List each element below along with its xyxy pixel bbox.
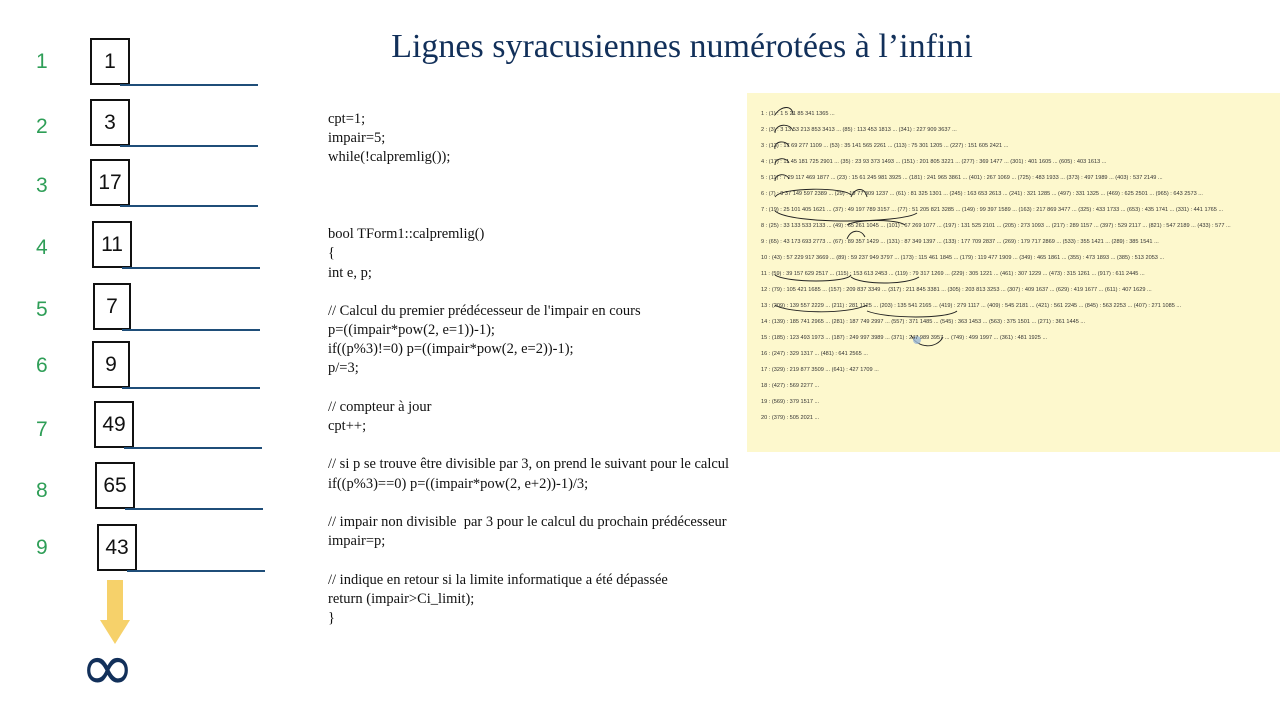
syracuse-line-text: 15 : (185) : 123 493 1973 ... (187) : 249 997 3989 ... (371) : 247 989 3957 ... (749) : 499 1997 ... (361) : 481 1925 ... [761, 335, 1048, 341]
infinity-symbol: ∞ [80, 629, 135, 706]
row-value-box: 43 [97, 524, 137, 571]
row-rule [122, 267, 260, 269]
syracuse-line-text: 7 : (19) : 25 101 405 1621 ... (37) : 49 197 789 3157 ... (77) : 51 205 821 3285 ... (149) : 99 397 1589 ... (163) : 217 869 3477 ... (325) : 433 1733 ... (653) : 435 1741 ... (331) : 441 1765 ... [761, 207, 1224, 213]
row-value-box: 1 [90, 38, 130, 85]
syracuse-line-text: 18 : (427) : 569 2277 ... [761, 383, 820, 389]
syracuse-line-text: 20 : (379) : 505 2021 ... [761, 415, 820, 421]
slide-title: Lignes syracusiennes numérotées à l’infini [391, 28, 973, 65]
code-line: // compteur à jour [328, 398, 432, 415]
row-index: 5 [36, 298, 48, 321]
code-line [328, 494, 808, 513]
row-value-box: 11 [92, 221, 132, 268]
code-line: if((p%3)!=0) p=((impair*pow(2, e=2))-1); [328, 341, 574, 358]
code-line: // indique en retour si la limite informatique a été dépassée [328, 571, 668, 588]
syracuse-line-text: 2 : (3) : 3 13 53 213 853 3413 ... (85) : 113 453 1813 ... (341) : 227 909 3637 ... [761, 127, 957, 133]
syracuse-line-text: 3 : (13) : 17 69 277 1109 ... (53) : 35 141 565 2261 ... (113) : 75 301 1205 ... (227) : 151 605 2421 ... [761, 143, 1009, 149]
row-value-box: 49 [94, 401, 134, 448]
syracuse-line-text: 6 : (7) : 9 37 149 597 2389 ... (29) : 19 77 309 1237 ... (61) : 81 325 1301 ... (245) : 163 653 2613 ... (241) : 321 1285 ... (497) : 331 1325 ... (469) : 625 2501 ... (965) : 643 2573 ... [761, 191, 1203, 197]
syracuse-line-text: 4 : (17) : 11 45 181 725 2901 ... (35) : 23 93 373 1493 ... (151) : 201 805 3221 ... (277) : 369 1477 ... (301) : 401 1605 ... (605) : 403 1613 ... [761, 159, 1107, 165]
row-index: 9 [36, 536, 48, 559]
code-line [328, 283, 808, 302]
code-line: // si p se trouve être divisible par 3, on prend le suivant pour le calcul [328, 456, 730, 473]
syracuse-line-text: 13 : (209) : 139 557 2229 ... (211) : 281 1125 ... (203) : 135 541 2165 ... (419) : 279 1117 ... (409) : 545 2181 ... (421) : 561 2245 ... (845) : 563 2253 ... (407) : 271 1085 ... [761, 303, 1182, 309]
code-line: // impair non divisible par 3 pour le calcul du prochain prédécesseur [328, 513, 727, 530]
row-rule [120, 145, 258, 147]
code-line [328, 206, 808, 225]
code-line: p=((impair*pow(2, e=1))-1); [328, 322, 495, 339]
row-index: 8 [36, 479, 48, 502]
code-line: cpt++; [328, 418, 367, 434]
syracuse-line-text: 5 : (11) : 7 29 117 469 1877 ... (23) : 15 61 245 981 3925 ... (181) : 241 965 3861 ... (401) : 267 1069 ... (725) : 483 1933 ... (373) : 497 1989 ... (403) : 537 2149 ... [761, 175, 1163, 181]
row-rule [125, 508, 263, 510]
code-line: bool TForm1::calpremlig() [328, 226, 485, 243]
row-rule [122, 387, 260, 389]
code-line: p/=3; [328, 360, 359, 377]
code-line: int e, p; [328, 264, 372, 281]
row-rule [122, 329, 260, 331]
code-line: { [328, 245, 335, 262]
row-index: 3 [36, 174, 48, 197]
code-line [328, 551, 808, 570]
row-index: 6 [36, 354, 48, 377]
row-value-box: 65 [95, 462, 135, 509]
code-line [328, 187, 808, 206]
code-line: return (impair>Ci_limit); [328, 590, 475, 607]
row-rule [127, 570, 265, 572]
syracuse-line-list [0, 0, 300, 720]
row-index: 2 [36, 115, 48, 138]
code-listing [328, 110, 808, 628]
code-line [328, 436, 808, 455]
row-value-box: 9 [92, 341, 130, 388]
row-index: 1 [36, 50, 48, 73]
syracuse-line-text: 12 : (79) : 105 421 1685 ... (157) : 209 837 3349 ... (317) : 211 845 3381 ... (305) : 203 813 3253 ... (307) : 409 1637 ... (629) : 419 1677 ... (611) : 407 1629 ... [761, 287, 1152, 293]
syracuse-line-text: 16 : (247) : 329 1317 ... (481) : 641 2565 ... [761, 351, 868, 357]
syracuse-line-text: 19 : (569) : 379 1517 ... [761, 399, 820, 405]
syracuse-lines-image [747, 93, 1280, 452]
syracuse-line-text: 9 : (65) : 43 173 693 2773 ... (67) : 89 357 1429 ... (131) : 87 349 1397 ... (133) : 177 709 2837 ... (269) : 179 717 2869 ... (533) : 355 1421 ... (289) : 385 1541 ... [761, 239, 1159, 245]
code-line: while(!calpremlig()); [328, 149, 451, 166]
syracuse-line-text: 14 : (139) : 185 741 2965 ... (281) : 187 749 2997 ... (557) : 371 1485 ... (545) : 363 1453 ... (563) : 375 1501 ... (271) : 361 1445 ... [761, 319, 1086, 325]
row-value-box: 7 [93, 283, 131, 330]
code-line: if((p%3)==0) p=((impair*pow(2, e+2))-1)/3; [328, 475, 589, 492]
code-line: impair=p; [328, 533, 386, 550]
syracuse-line-text: 8 : (25) : 33 133 533 2133 ... (49) : 65 261 1045 ... (101) : 67 269 1077 ... (197) : 131 525 2101 ... (205) : 273 1093 ... (217) : 289 1157 ... (397) : 529 2117 ... (821) : 547 2189 ... (433) : 577 ... [761, 223, 1231, 229]
syracuse-line-text: 10 : (43) : 57 229 917 3669 ... (89) : 59 237 949 3797 ... (173) : 115 461 1845 ... (179) : 119 477 1909 ... (349) : 465 1861 ... (355) : 473 1893 ... (385) : 513 2053 ... [761, 255, 1165, 261]
row-rule [120, 205, 258, 207]
code-line [328, 168, 808, 187]
code-line: impair=5; [328, 130, 386, 147]
code-line [328, 379, 808, 398]
row-index: 7 [36, 418, 48, 441]
code-line: // Calcul du premier prédécesseur de l'impair en cours [328, 302, 641, 319]
syracuse-line-text: 11 : (59) : 39 157 629 2517 ... (115) : 153 613 2453 ... (119) : 79 317 1269 ... (229) : 305 1221 ... (461) : 307 1229 ... (473) : 315 1261 ... (917) : 611 2445 ... [761, 271, 1145, 277]
row-value-box: 17 [90, 159, 130, 206]
row-index: 4 [36, 236, 48, 259]
row-rule [124, 447, 262, 449]
row-rule [120, 84, 258, 86]
code-line: cpt=1; [328, 111, 366, 127]
row-value-box: 3 [90, 99, 130, 146]
syracuse-line-text: 17 : (329) : 219 877 3509 ... (641) : 427 1709 ... [761, 367, 879, 373]
syracuse-line-text: 1 : (1) : 1 5 21 85 341 1365 ... [761, 111, 835, 117]
code-line: } [328, 609, 335, 626]
